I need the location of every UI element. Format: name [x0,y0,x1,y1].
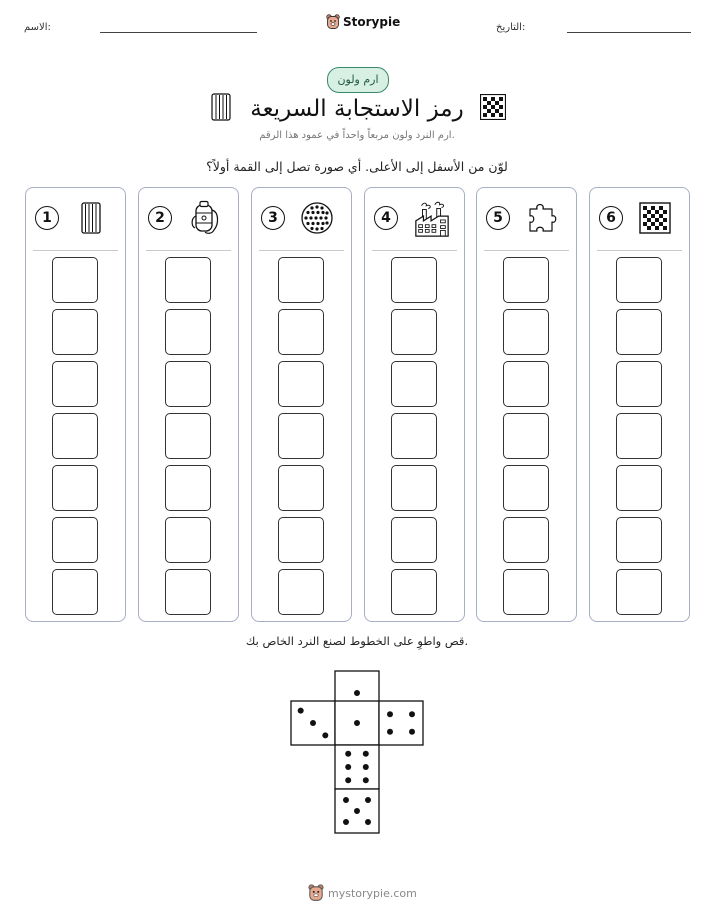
color-square[interactable] [165,465,211,511]
color-square[interactable] [52,309,98,355]
die-pip [387,729,393,735]
die-pip [365,797,371,803]
color-square[interactable] [165,517,211,563]
page-title: رمز الاستجابة السريعة [250,96,464,122]
color-square[interactable] [391,257,437,303]
date-line[interactable] [567,32,691,33]
subtitle: ارم النرد ولون مربعاً واحداً في عمود هذا الرقم. [259,130,455,141]
brand-logo [326,14,400,30]
column-1 [25,187,126,622]
date-label: التاريخ: [496,22,526,33]
die-pip [310,720,316,726]
footer-url[interactable]: mystorypie.com [328,886,417,900]
color-square[interactable] [616,413,662,459]
column-divider [259,250,344,251]
column-number: 2 [148,206,172,230]
color-square[interactable] [616,517,662,563]
die-pip [354,720,360,726]
activity-badge: ارم ولون [327,67,389,93]
color-square[interactable] [165,257,211,303]
die-face [335,745,379,789]
die-pip [387,711,393,717]
color-square[interactable] [278,465,324,511]
column-divider [372,250,457,251]
color-square[interactable] [503,309,549,355]
factory-icon [413,200,447,236]
color-square[interactable] [391,517,437,563]
color-square[interactable] [616,361,662,407]
bear-footer-icon [308,884,324,902]
die-pip [363,751,369,757]
die-pip [345,777,351,783]
striped-cylinder-icon [74,200,108,236]
brand-name: Storypie [343,15,401,29]
die-pip [363,764,369,770]
die-pip [365,819,371,825]
color-square[interactable] [278,413,324,459]
cut-instruction: قص واطوِ على الخطوط لصنع النرد الخاص بك. [245,634,469,648]
column-4 [364,187,465,622]
column-number: 3 [261,206,285,230]
die-pip [354,808,360,814]
color-square[interactable] [503,413,549,459]
color-square[interactable] [391,309,437,355]
color-square[interactable] [503,465,549,511]
color-square[interactable] [278,517,324,563]
column-divider [146,250,231,251]
die-pip [345,751,351,757]
column-5 [476,187,577,622]
color-square[interactable] [52,465,98,511]
die-pip [345,764,351,770]
color-square[interactable] [503,361,549,407]
die-pip [298,708,304,714]
column-number: 1 [35,206,59,230]
color-square[interactable] [391,465,437,511]
bear-logo-icon [326,14,340,30]
color-square[interactable] [278,257,324,303]
color-square[interactable] [165,309,211,355]
color-square[interactable] [52,517,98,563]
column-2 [138,187,239,622]
name-line[interactable] [100,32,257,33]
qr-code-icon [638,200,672,236]
color-square[interactable] [165,413,211,459]
column-divider [484,250,569,251]
die-pip [409,729,415,735]
dotted-circle-icon [300,200,334,236]
puzzle-piece-icon [525,200,559,236]
name-label: الاسم: [24,22,51,33]
die-pip [343,797,349,803]
column-3 [251,187,352,622]
column-divider [33,250,118,251]
color-square[interactable] [616,465,662,511]
color-square[interactable] [52,257,98,303]
die-face [379,701,423,745]
instruction: لوّن من الأسفل إلى الأعلى. أي صورة تصل إلى القمة أولاً؟ [206,159,508,174]
column-divider [597,250,682,251]
column-number: 6 [599,206,623,230]
color-square[interactable] [278,309,324,355]
footer [308,884,417,902]
color-square[interactable] [391,569,437,615]
color-square[interactable] [616,257,662,303]
column-6 [589,187,690,622]
striped-cylinder-title-icon [211,93,231,121]
die-net [288,669,428,839]
color-square[interactable] [391,413,437,459]
color-square[interactable] [503,517,549,563]
color-square[interactable] [52,569,98,615]
die-pip [363,777,369,783]
color-square[interactable] [503,569,549,615]
column-number: 4 [374,206,398,230]
color-square[interactable] [278,569,324,615]
die-pip [322,732,328,738]
die-pip [354,690,360,696]
die-pip [409,711,415,717]
color-square[interactable] [391,361,437,407]
color-square[interactable] [503,257,549,303]
color-square[interactable] [165,569,211,615]
color-square[interactable] [52,413,98,459]
color-square[interactable] [278,361,324,407]
column-number: 5 [486,206,510,230]
qr-code-title-icon [480,94,506,120]
die-pip [343,819,349,825]
diving-gear-icon [187,200,221,236]
color-square[interactable] [165,361,211,407]
color-square[interactable] [616,309,662,355]
color-square[interactable] [616,569,662,615]
color-square[interactable] [52,361,98,407]
